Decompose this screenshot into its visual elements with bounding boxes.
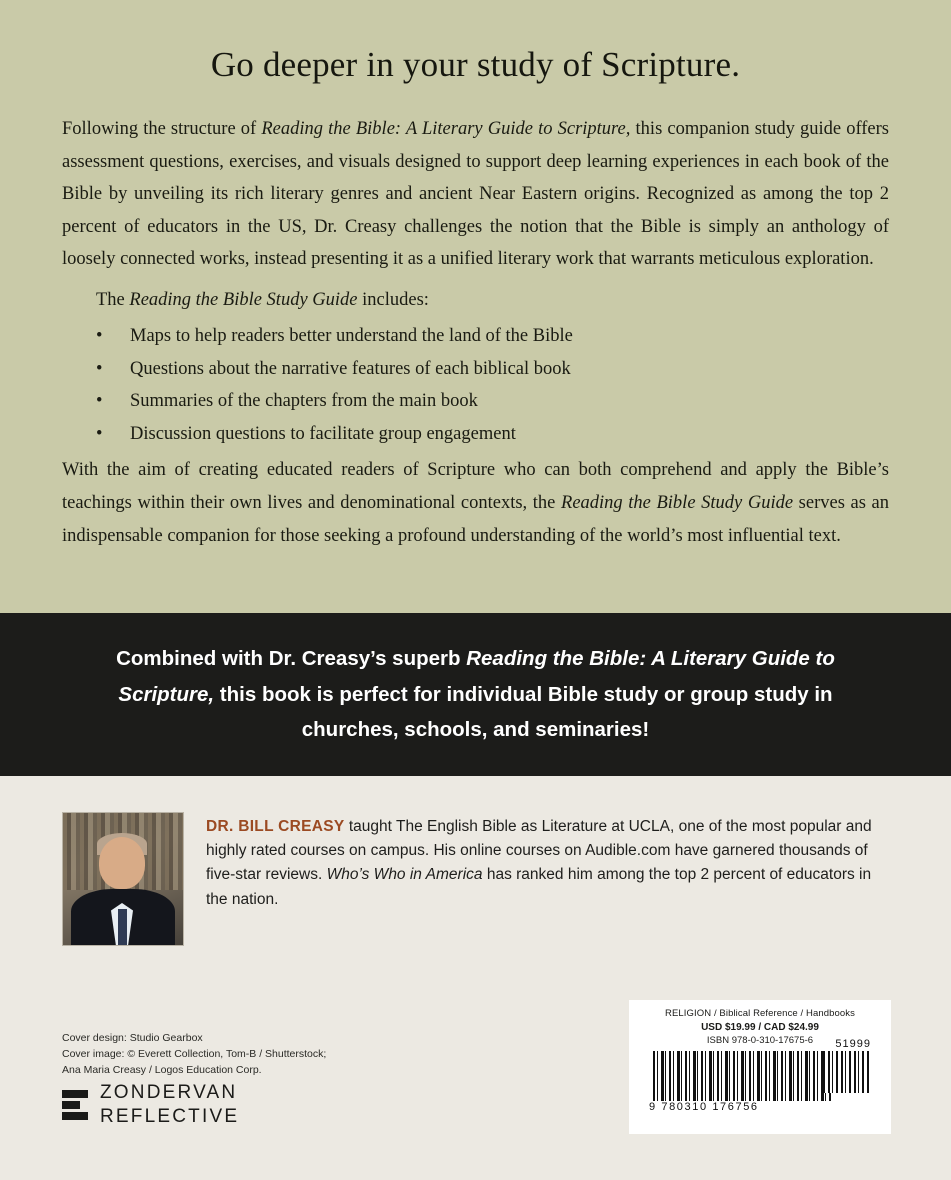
author-bio [62,812,892,946]
description-paragraph [62,113,889,276]
paragraph2-text-b: serves as an indispensable companion for those seeking a profound understanding of the world’s most influential text. [62,493,889,546]
includes-intro [62,284,889,317]
list-item: • Questions about the narrative features of each biblical book [62,353,889,386]
page-title: Go deeper in your study of Scripture. [210,45,741,84]
isbn-line: ISBN 978-0-310-17675-6 [706,1035,814,1046]
author-photo [62,812,184,946]
study-guide-title-italic-2: Reading the Bible Study Guide [561,493,794,514]
author-face [99,837,145,889]
ean5-addon-barcode-icon [823,1051,871,1093]
feature-list [62,320,889,450]
book-title-italic: Reading the Bible: A Literary Guide to Scripture, [261,119,631,139]
price-line: USD $19.99 / CAD $24.99 [701,1022,819,1033]
whos-who-italic: Who’s Who in America [326,866,483,884]
footer-panel [0,776,951,1180]
study-guide-title-italic: Reading the Bible Study Guide [129,289,358,310]
list-item: • Discussion questions to facilitate group engagement [62,418,889,451]
ean13-barcode-icon [653,1051,833,1101]
list-item: • Maps to help readers better understand the land of the Bible [62,320,889,353]
closing-paragraph [62,454,889,552]
addon-number: 51999 [835,1038,871,1050]
author-tie [118,909,127,945]
credit-line-image-2: Ana Maria Creasy / Logos Education Corp. [62,1063,262,1076]
author-bio-text [206,812,892,946]
includes-text-a: The [96,289,130,310]
list-item: • Summaries of the chapters from the main book [62,385,889,418]
publisher-name-line2: REFLECTIVE [100,1105,240,1127]
highlight-band [0,613,951,776]
bisac-category: RELIGION / Biblical Reference / Handbooks [665,1008,855,1019]
author-bio-b: has ranked him among the top 2 percent of educators in the nation. [206,866,872,908]
publisher-name-line1: ZONDERVAN [100,1082,238,1103]
paragraph1-text-b: this companion study guide offers assessment questions, exercises, and visuals designed to support deep learning experiences in each book of the Bible by unveiling its rich literary genres and ancient Near Eastern origins. Recognized as among the top 2 percent of educators in the US, Dr. Creasy challenges the notion that the Bible is simply an anthology of loosely connected works, instead presenting it as a unified literary work that warrants meticulous exploration. [62,119,890,270]
paragraph1-text-a: Following the structure of [62,119,262,139]
publisher-name [100,1081,239,1129]
includes-text-b: includes: [357,289,429,310]
highlight-band-text [81,641,871,749]
band-text-a: Combined with Dr. Creasy’s superb [116,646,467,670]
author-name: DR. BILL CREASY [206,818,345,835]
publisher-logo [62,1081,239,1129]
paragraph2-text-a: With the aim of creating educated readers of Scripture who can both comprehend and apply the Bible’s teachings within their own lives and denominational contexts, the [62,460,889,514]
credit-line-image-1: Cover image: © Everett Collection, Tom-B / Shutterstock; [62,1047,327,1060]
band-title-italic: Reading the Bible: A Literary Guide to Scripture, [118,646,835,706]
barcode-number: 9 780310 176756 [649,1101,759,1113]
zondervan-mark-icon [62,1090,88,1120]
credit-line-design: Cover design: Studio Gearbox [62,1032,203,1044]
barcode-block [629,1000,891,1134]
author-bio-a: taught The English Bible as Literature at UCLA, one of the most popular and highly rated courses on campus. His online courses on Audible.com have garnered thousands of five-star reviews. [206,818,872,884]
band-text-b: this book is perfect for individual Bible study or group study in churches, schools, and seminaries! [214,682,833,742]
cover-credits [62,1031,326,1078]
